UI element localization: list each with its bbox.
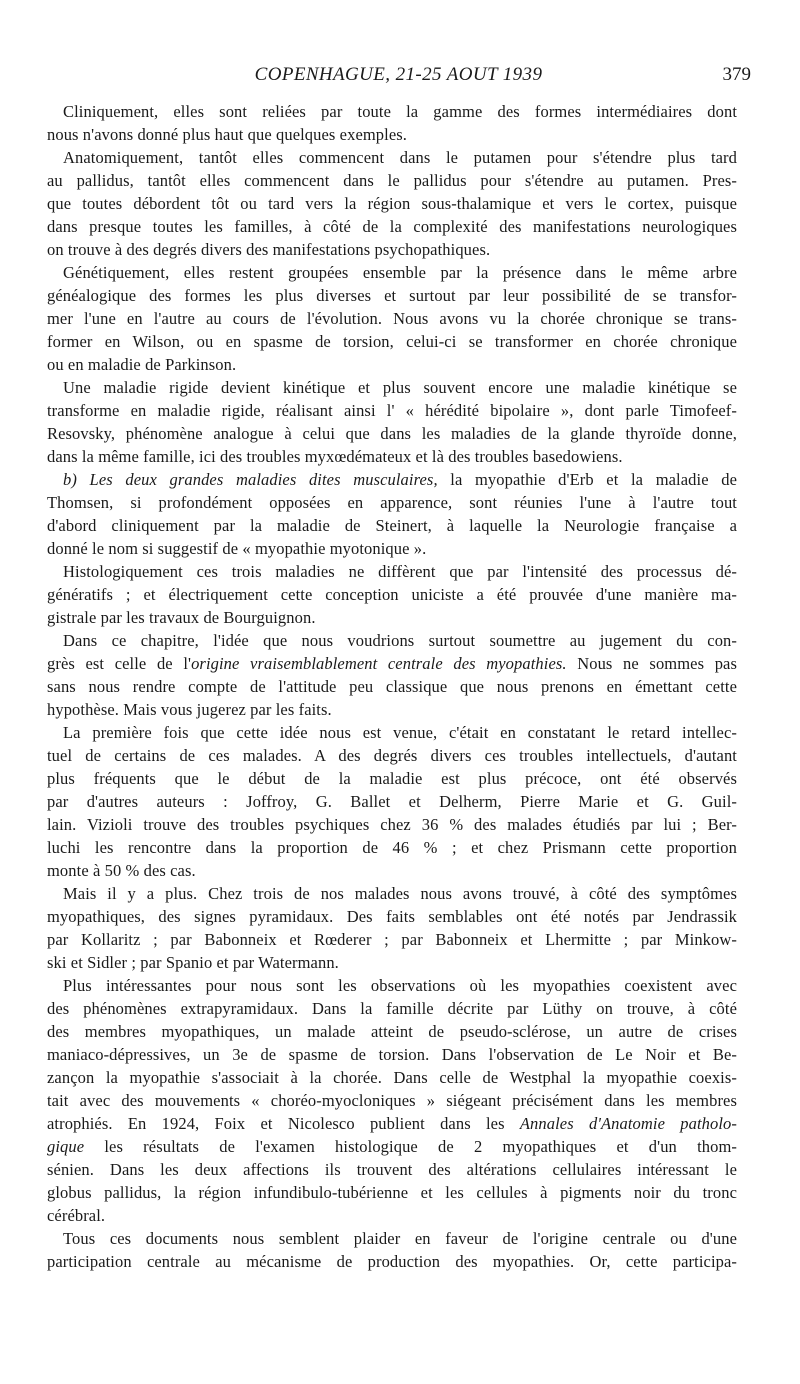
text-run: origine vraisemblablement centrale des myopathies. bbox=[191, 654, 567, 673]
text-run: gique bbox=[47, 1137, 85, 1156]
text-run: Nous ne sommes pas bbox=[566, 654, 737, 673]
text-run: grès est celle de l' bbox=[47, 654, 192, 673]
text-line: globus pallidus, la région infundibulo-tubérienne et les cellules à pigments noir du tronc bbox=[47, 1183, 737, 1202]
text-run: les résultats de l'examen histologique de 2 myopathiques et d'un thom- bbox=[84, 1137, 737, 1156]
text-run: la myopathie d'Erb et la maladie de bbox=[437, 470, 737, 489]
running-header bbox=[46, 64, 751, 94]
text-run: b) bbox=[63, 470, 90, 489]
text-line bbox=[47, 1135, 737, 1158]
text-line: par d'autres auteurs : Joffroy, G. Ballet et Delherm, Pierre Marie et G. Guil- bbox=[47, 792, 737, 811]
text-line: Mais il y a plus. Chez trois de nos malades nous avons trouvé, à côté des symptômes bbox=[63, 884, 737, 903]
text-line: sénien. Dans les deux affections ils trouvent des altérations cellulaires intéressant le bbox=[47, 1160, 737, 1179]
text-line: transforme en maladie rigide, réalisant ainsi l' « hérédité bipolaire », dont parle Timofeef- bbox=[47, 401, 737, 420]
text-line: on trouve à des degrés divers des manifestations psychopathiques. bbox=[47, 240, 491, 259]
text-line: Resovsky, phénomène analogue à celui que dans les maladies de la glande thyroïde donne, bbox=[47, 424, 737, 443]
text-line: plus fréquents que le début de la maladie est plus précoce, ont été observés bbox=[47, 769, 737, 788]
text-line: des membres myopathiques, un malade atteint de pseudo-sclérose, un autre de crises bbox=[47, 1022, 737, 1041]
text-line: monte à 50 % des cas. bbox=[47, 861, 196, 880]
text-line bbox=[47, 652, 737, 675]
text-line: zançon la myopathie s'associait à la chorée. Dans celle de Westphal la myopathie coexis- bbox=[47, 1068, 737, 1087]
text-line: myopathiques, des signes pyramidaux. Des faits semblables ont été notés par Jendrassik bbox=[47, 907, 737, 926]
text-line: Thomsen, si profondément opposées en apparence, sont réunies l'une à l'autre tout bbox=[47, 493, 737, 512]
text-line: dans la même famille, ici des troubles myxœdémateux et là des troubles basedowiens. bbox=[47, 447, 623, 466]
page-number: 379 bbox=[722, 64, 751, 85]
text-line: former en Wilson, ou en spasme de torsion, celui-ci se transformer en chorée chronique bbox=[47, 332, 737, 351]
text-line: Dans ce chapitre, l'idée que nous voudrions surtout soumettre au jugement du con- bbox=[63, 631, 737, 650]
text-line: ou en maladie de Parkinson. bbox=[47, 355, 237, 374]
text-run: Annales d'Anatomie patholo- bbox=[519, 1114, 737, 1133]
text-line: dans presque toutes les familles, à côté de la complexité des manifestations neurologiques bbox=[47, 217, 737, 236]
text-line: Anatomiquement, tantôt elles commencent dans le putamen pour s'étendre plus tard bbox=[63, 148, 737, 167]
text-line: lain. Vizioli trouve des troubles psychiques chez 36 % des malades étudiés par lui ; Ber- bbox=[47, 815, 737, 834]
text-line: que toutes débordent tôt ou tard vers la région sous-thalamique et vers le cortex, puisque bbox=[47, 194, 737, 213]
text-line: Génétiquement, elles restent groupées ensemble par la présence dans le même arbre bbox=[63, 263, 737, 282]
text-line: Plus intéressantes pour nous sont les observations où les myopathies coexistent avec bbox=[63, 976, 737, 995]
text-line: tuel de certains de ces malades. A des degrés divers ces troubles intellectuels, d'autant bbox=[47, 746, 737, 765]
running-title: COPENHAGUE, 21-25 AOUT 1939 bbox=[254, 64, 543, 85]
text-line bbox=[47, 1112, 737, 1135]
text-line: d'abord cliniquement par la maladie de Steinert, à laquelle la Neurologie française a bbox=[47, 516, 737, 535]
text-line: génératifs ; et électriquement cette conception uniciste a été prouvée d'une manière ma- bbox=[47, 585, 737, 604]
text-run: atrophiés. En 1924, Foix et Nicolesco publient dans les bbox=[47, 1114, 520, 1133]
text-line: donné le nom si suggestif de « myopathie myotonique ». bbox=[47, 539, 427, 558]
text-line: Tous ces documents nous semblent plaider en faveur de l'origine centrale ou d'une bbox=[63, 1229, 737, 1248]
text-line bbox=[47, 468, 737, 491]
text-line: par Kollaritz ; par Babonneix et Rœderer ; par Babonneix et Lhermitte ; par Minkow- bbox=[47, 930, 737, 949]
text-line: maniaco-dépressives, un 3e de spasme de torsion. Dans l'observation de Le Noir et Be- bbox=[47, 1045, 737, 1064]
text-line: généalogique des formes les plus diverses et surtout par leur possibilité de se transfor- bbox=[47, 286, 737, 305]
text-line: luchi les rencontre dans la proportion de 46 % ; et chez Prismann cette proportion bbox=[47, 838, 737, 857]
text-line: sans nous rendre compte de l'attitude peu classique que nous prenons en émettant cette bbox=[47, 677, 737, 696]
text-line: hypothèse. Mais vous jugerez par les faits. bbox=[47, 700, 332, 719]
text-line: Histologiquement ces trois maladies ne diffèrent que par l'intensité des processus dé- bbox=[63, 562, 737, 581]
text-line: ski et Sidler ; par Spanio et par Watermann. bbox=[47, 953, 339, 972]
text-line: mer l'une en l'autre au cours de l'évolution. Nous avons vu la chorée chronique se trans- bbox=[47, 309, 737, 328]
text-line: Une maladie rigide devient kinétique et plus souvent encore une maladie kinétique se bbox=[63, 378, 737, 397]
body-text bbox=[47, 100, 737, 1273]
text-line: gistrale par les travaux de Bourguignon. bbox=[47, 608, 316, 627]
text-line: Cliniquement, elles sont reliées par toute la gamme des formes intermédiaires dont bbox=[63, 102, 737, 121]
text-run: Les deux grandes maladies dites musculaires, bbox=[89, 470, 438, 489]
text-line: au pallidus, tantôt elles commencent dans le pallidus pour s'étendre au putamen. Pres- bbox=[47, 171, 737, 190]
text-line: des phénomènes extrapyramidaux. Dans la famille décrite par Lüthy on trouve, à côté bbox=[47, 999, 737, 1018]
text-line: cérébral. bbox=[47, 1206, 106, 1225]
text-line: nous n'avons donné plus haut que quelques exemples. bbox=[47, 125, 408, 144]
text-line: La première fois que cette idée nous est venue, c'était en constatant le retard intellec- bbox=[63, 723, 737, 742]
text-line: participation centrale au mécanisme de production des myopathies. Or, cette participa- bbox=[47, 1252, 737, 1271]
text-line: tait avec des mouvements « choréo-myocloniques » siégeant précisément dans les membres bbox=[47, 1091, 737, 1110]
